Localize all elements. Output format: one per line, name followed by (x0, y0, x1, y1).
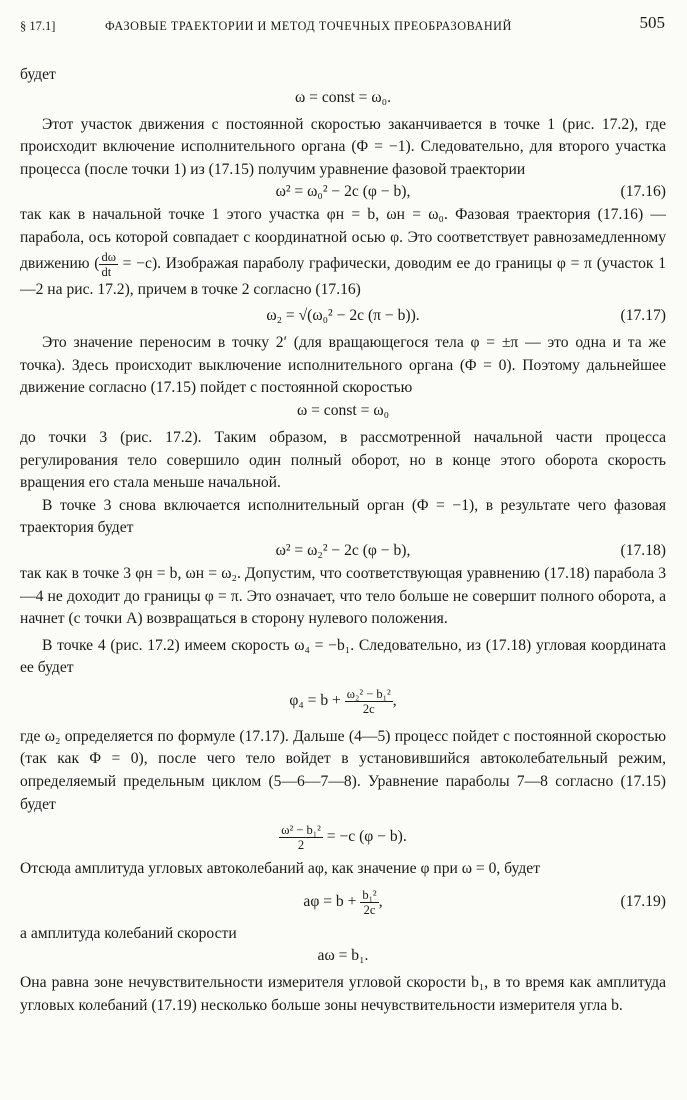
formula-text: ω = const = ω₀ (296, 401, 390, 419)
formula-phi4 (20, 680, 666, 722)
paragraph: так как в начальной точке 1 этого участка φн = b, ωн = ω₀. Фазовая траектория (17.16) — парабола, ось которой совпадает с координатной осью φ. Это соответствует равнозамедленному движению ( $\frac{d\omega}{dt}$ = −c). Изображая параболу графически, доводим ее до границы φ = π (участок 1—2 на рис. 17.2), причем в точке 2 согласно (17.16) (20, 206, 666, 298)
paragraph: до точки 3 (рис. 17.2). Таким образом, в рассмотренной начальной части процесса регулирования тело совершило один полный оборот, но в конце этого оборота скорость вращения его стала меньше начальной. (20, 428, 666, 492)
paragraph: где ω₂ определяется по формуле (17.17). Дальше (4—5) процесс пойдет с постоянной скоростью (так как Φ = 0), после чего тело войдет в установившийся автоколебательный режим, определяемый предельным циклом (5—6—7—8). Уравнение параболы 7—8 согласно (17.15) будет (20, 727, 666, 813)
paragraph: будет (20, 66, 56, 83)
fraction-denominator: 2c (363, 902, 376, 917)
formula-tail: , (378, 892, 383, 910)
fraction-denominator: 2 (297, 838, 305, 853)
fraction-numerator: ω² − b₁² (281, 823, 321, 838)
formula (20, 400, 666, 423)
fraction (279, 823, 323, 852)
formula (20, 87, 666, 110)
formula-rhs: = −c (φ − b). (326, 828, 407, 846)
page-body (20, 64, 666, 1018)
formula-tail: , (392, 691, 397, 709)
equation-17-19 (20, 881, 666, 923)
paragraph-text: . Изображая параболу графически, доводим ее до границы φ = π (участок 1—2 на рис. 17.2), причем в точке 2 согласно (17.16) (20, 254, 666, 298)
fraction-numerator: b₁² (362, 887, 377, 902)
fraction-rhs: = −c (122, 254, 152, 272)
fraction-denominator: dt (101, 264, 112, 279)
paragraph: Она равна зоне нечувствительности измерителя угловой скорости b₁, в то время как амплитуда угловых колебаний (17.19) несколько больше зоны нечувствительности измерителя угла b. (20, 974, 666, 1015)
formula-parabola-7-8 (20, 816, 666, 858)
equation-number: (17.19) (620, 892, 666, 910)
paragraph-text: так как в начальной точке 1 этого участка φн = b, ωн = ω₀. Фазовая траектория (17.16) — парабола, ось которой совпадает с координатной осью φ. Это соответствует равнозамедленному движению (20, 206, 666, 272)
page-number: 505 (639, 13, 665, 32)
formula-text: ω² = ω₀² − 2c (φ − b), (275, 183, 411, 201)
fraction-domega-dt (99, 250, 117, 279)
formula-text: ω = const = ω₀. (295, 88, 391, 106)
paragraph: Этот участок движения с постоянной скоростью заканчивается в точке 1 (рис. 17.2), где происходит включение исполнительного органа (Φ = −1). Следовательно, для второго участка процесса (после точки 1) из (17.15) получим уравнение фазовой траектории (20, 115, 666, 178)
paragraph: так как в точке 3 φн = b, ωн = ω₂. Допустим, что соответствующая уравнению (17.18) парабола 3—4 не доходит до границы φ = π. Это означает, что тело больше не совершит полного оборота, а начнет (с точки A) возвращаться в сторону нулевого положения. (20, 564, 666, 628)
equation-17-18 (20, 540, 666, 563)
fraction-denominator: 2c (362, 701, 375, 716)
formula-lhs: aφ = b + (303, 892, 357, 910)
running-header (20, 12, 665, 36)
equation-number: (17.16) (620, 183, 666, 201)
formula-lhs: φ₄ = b + (289, 691, 341, 709)
fraction (345, 687, 393, 716)
equation-number: (17.17) (620, 307, 666, 325)
paragraph: а амплитуда колебаний скорости (20, 924, 237, 942)
fraction-numerator: dω (101, 249, 116, 264)
equation-17-17 (20, 305, 666, 328)
fraction-numerator: ω₂² − b₁² (346, 686, 391, 701)
paragraph: В точке 3 снова включается исполнительный орган (Φ = −1), в результате чего фазовая траектория будет (20, 496, 666, 537)
formula-text: aω = b₁. (317, 947, 369, 965)
fraction (360, 888, 378, 917)
section-ref: § 17.1] (20, 19, 56, 33)
paragraph: Это значение переносим в точку 2′ (для вращающегося тела φ = ±π — это одна и та же точка). Здесь происходит выключение исполнительного органа (Φ = 0). Поэтому дальнейшее движение согласно (17.15) пойдет с постоянной скоростью (20, 334, 666, 397)
paragraph: В точке 4 (рис. 17.2) имеем скорость ω₄ = −b₁. Следовательно, из (17.18) угловая координата ее будет (20, 636, 666, 677)
chapter-title: ФАЗОВЫЕ ТРАЕКТОРИИ И МЕТОД ТОЧЕЧНЫХ ПРЕОБРАЗОВАНИЙ (105, 19, 512, 33)
formula-text: ω² = ω₂² − 2c (φ − b), (275, 541, 411, 559)
formula (20, 945, 666, 968)
formula-text: ω₂ = √(ω₀² − 2c (π − b)). (266, 307, 420, 325)
equation-number: (17.18) (620, 541, 666, 559)
equation-17-16 (20, 181, 666, 204)
paragraph: Отсюда амплитуда угловых автоколебаний aφ, как значение φ при ω = 0, будет (20, 860, 541, 878)
